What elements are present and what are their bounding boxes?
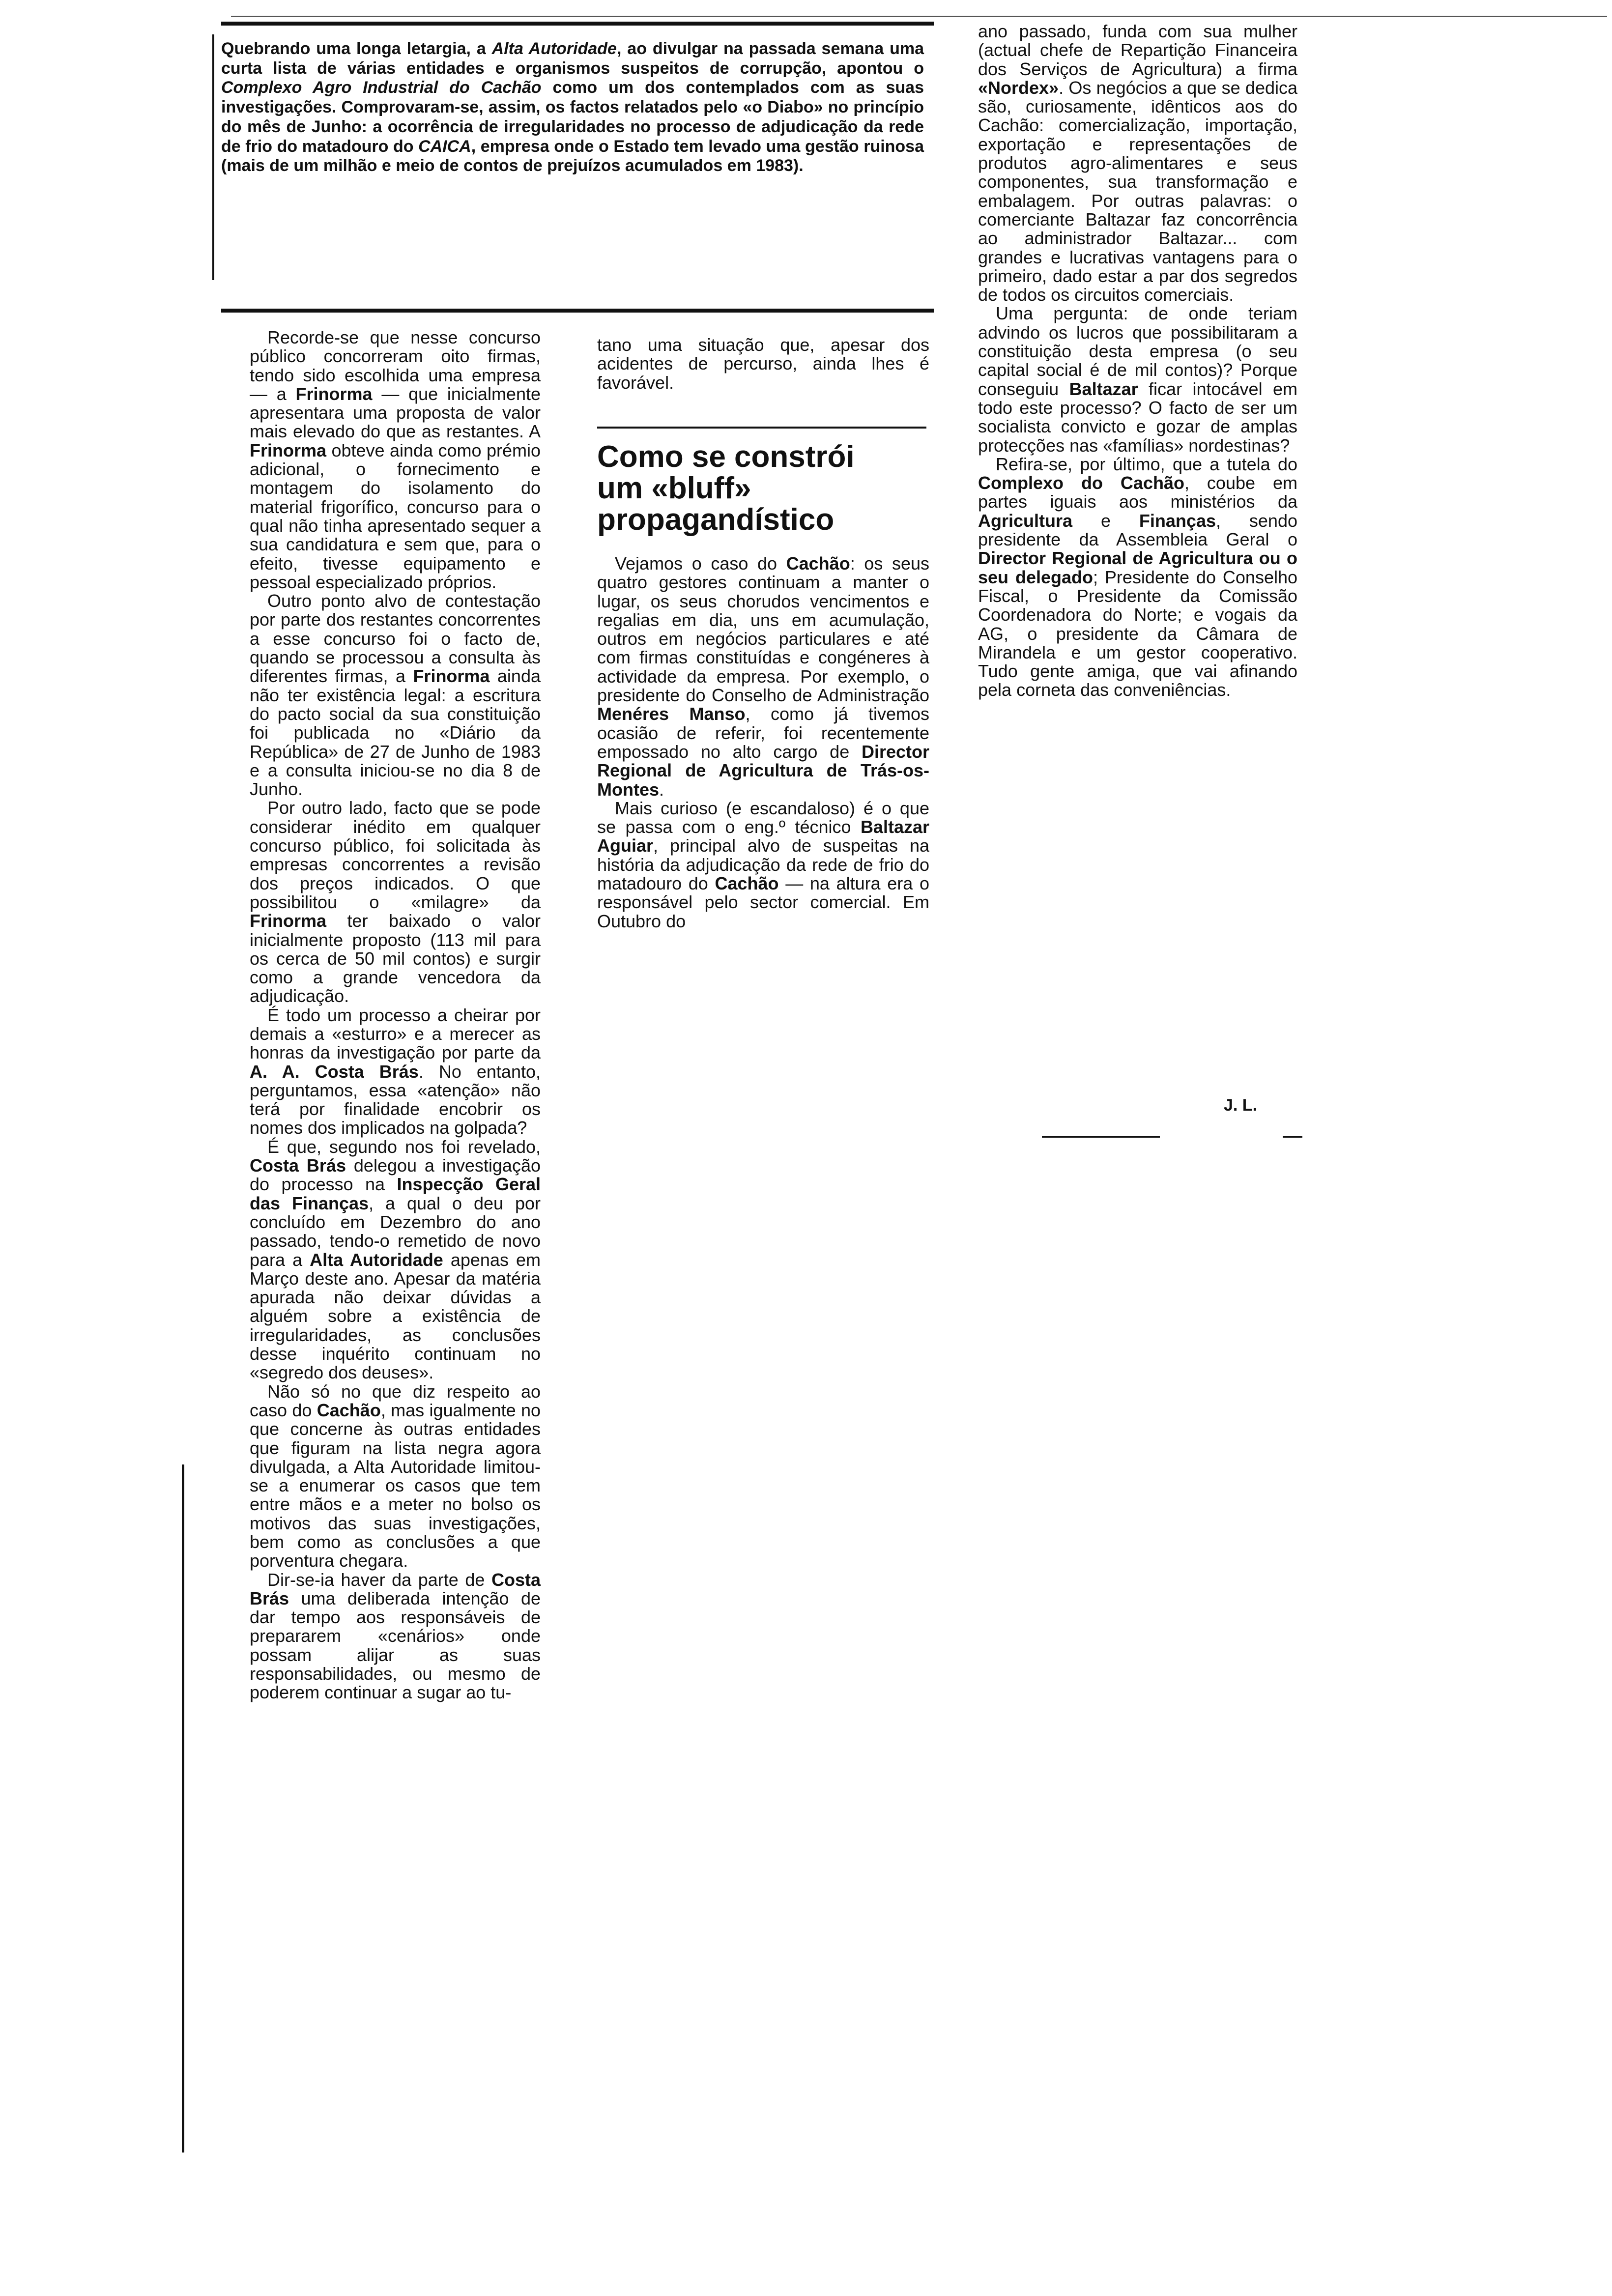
text-run: ainda não ter existência legal: a escritura do pacto social da sua constituição foi publicada no «Diário da República» de 27 de Junho de 1983 e a consulta iniciou-se no dia 8 de Junho.	[250, 666, 541, 800]
text-run: Dir-se-ia haver da parte de	[267, 1569, 491, 1590]
text-run: e	[1072, 510, 1139, 531]
paragraph	[250, 592, 541, 799]
text-run: ter baixado o valor inicialmente proposto (113 mil para os cerca de 50 mil contos) e surgir como a grande vencedora da adjudicação.	[250, 911, 541, 1006]
italic-text: CAICA	[418, 137, 471, 156]
text-run: É todo um processo a cheirar por demais a «esturro» e a merecer as honras da investigação por parte da	[250, 1004, 541, 1063]
paragraph	[250, 1006, 541, 1138]
paragraph	[250, 1382, 541, 1571]
top-page-line	[231, 16, 1607, 17]
column-2	[597, 554, 929, 931]
text-run: Outro ponto alvo de contestação por parte dos restantes concorrentes a esse concurso foi o facto de, quando se processou a consulta às diferentes firmas, a	[250, 591, 541, 687]
text-run: , mas igualmente no que concerne às outras entidades que figuram na lista negra agora divulgada, a Alta Autoridade limitou-se a enumerar os casos que tem entre mãos e a meter no bolso os motivos das suas investigações, bem como as conclusões a que porventura chegara.	[250, 1400, 541, 1571]
italic-text: Complexo Agro Industrial do Cachão	[221, 78, 542, 97]
text-run: ano passado, funda com sua mulher (actual chefe de Repartição Financeira dos Serviços de Agricultura) a firma	[978, 21, 1297, 79]
text-run: , sendo presidente da Assembleia Geral o	[978, 510, 1298, 550]
text-run: — que inicialmente apresentara uma proposta de valor mais elevado do que as restantes. A	[250, 383, 541, 442]
text-run: uma deliberada intenção de dar tempo aos responsáveis de prepararem «cenários» onde possam alijar as suas responsabilidades, ou mesmo de poderem continuar a sugar ao tu-	[250, 1588, 541, 1703]
paragraph	[597, 336, 929, 392]
text-run: Recorde-se que nesse concurso público concorreram oito firmas, tendo sido escolhida uma empresa — a	[250, 327, 541, 404]
end-rule-1	[1042, 1136, 1160, 1138]
text-run: ficar intocável em todo este processo? O facto de ser um socialista convicto e gozar de amplas protecções nas «famílias» nordestinas?	[978, 378, 1297, 456]
text-run: obteve ainda como prémio adicional, o fornecimento e montagem do isolamento do material frigorífico, concurso para o qual não tinha apresentado sequer a sua candidatura e sem que, para o efeito, tivesse equipamento e pessoal especializado próprios.	[250, 440, 541, 592]
text-run: Vejamos o caso do	[615, 553, 786, 574]
text-run: .	[659, 779, 664, 800]
byline: J. L.	[1224, 1096, 1258, 1115]
lead-left-bar	[212, 34, 214, 280]
paragraph	[978, 304, 1297, 455]
text-run: , principal alvo de suspeitas na história da adjudicação da rede de frio do matadouro do	[597, 835, 929, 894]
paragraph	[597, 799, 929, 931]
bold-text: «Nordex»	[978, 77, 1059, 98]
bold-text: Baltazar	[1069, 378, 1138, 399]
bold-text: Cachão	[317, 1400, 381, 1420]
text-run: ; Presidente do Conselho Fiscal, o Presidente da Comissão Coordenadora do Norte; e vogais da AG, o presidente da Câmara de Mirandela e um gestor cooperativo. Tudo gente amiga, que vai afinando pela corneta das conveniências.	[978, 567, 1297, 700]
text-run: , como já tivemos ocasião de referir, foi recentemente empossado no alto cargo de	[597, 704, 929, 762]
text-run: — na altura era o responsável pelo sector comercial. Em Outubro do	[597, 873, 929, 931]
text-run: como um dos contemplados com as suas investigações. Comprovaram-se, assim, os factos relatados pelo «o Diabo» no princípio do mês de Junho: a ocorrência de irregularidades no processo de adjudicação da rede de frio do matadouro do	[221, 78, 924, 156]
text-run: Quebrando uma longa letargia, a	[221, 39, 492, 58]
text-run: Por outro lado, facto que se pode considerar inédito em qualquer concurso público, foi solicitada às empresas concorrentes a revisão dos preços indicados. O que possibilitou o «milagre» da	[250, 798, 541, 912]
paragraph	[250, 328, 541, 592]
text-run: Não só no que diz respeito ao caso do	[250, 1381, 541, 1420]
text-run: , ao divulgar na passada semana uma curta lista de várias entidades e organismos suspeitos de corrupção, apontou o	[221, 39, 924, 78]
text-run: . Os negócios a que se dedica são, curiosamente, idênticos aos do Cachão: comercialização, importação, exportação e representações de produtos agro-alimentares e seus componentes, sua transformação e embalagem. Por outras palavras: o comerciante Baltazar faz concorrência ao administrador Baltazar... com grandes e lucrativas vantagens para o primeiro, dado estar a par dos segredos de todos os circuitos comerciais.	[978, 77, 1297, 305]
bold-text: Agricultura	[978, 510, 1073, 531]
paragraph	[597, 554, 929, 799]
text-run: apenas em Março deste ano. Apesar da matéria apurada não deixar dúvidas a alguém sobre a existência de irregularidades, as conclusões desse inquérito continuam no «segredo dos deuses».	[250, 1249, 541, 1383]
paragraph	[978, 22, 1297, 304]
text-run: Refira-se, por último, que a tutela do	[996, 454, 1297, 474]
byline-rule	[1283, 1136, 1302, 1138]
bold-text: Cachão	[786, 553, 850, 574]
bold-text: Frinorma	[250, 440, 327, 460]
text-run: delegou a investigação do processo na	[250, 1155, 541, 1195]
bold-text: Frinorma	[413, 666, 490, 687]
text-run: , empresa onde o Estado tem levado uma gestão ruinosa (mais de um milhão e meio de contos de prejuízos acumulados em 1983).	[221, 137, 924, 175]
section-headline: Como se constrói um «bluff» propagandístico	[597, 440, 855, 537]
paragraph	[250, 799, 541, 1005]
text-run: tano uma situação que, apesar dos acidentes de percurso, ainda lhes é favorável.	[597, 335, 929, 393]
column-2-continuation	[597, 336, 929, 392]
bold-text: Finanças	[1139, 510, 1216, 531]
bold-text: Menéres Manso	[597, 704, 746, 724]
bold-text: Complexo do Cachão	[978, 473, 1184, 493]
column-3	[978, 22, 1297, 700]
bold-text: Costa Brás	[250, 1569, 541, 1608]
text-run: . No entanto, perguntamos, essa «atenção» não terá por finalidade encobrir os nomes dos implicados na golpada?	[250, 1061, 541, 1138]
lead-paragraph	[221, 39, 924, 176]
lead-top-rule	[221, 22, 934, 26]
text-run: Uma pergunta: de onde teriam advindo os lucros que possibilitaram a constituição desta empresa (o seu capital social é de mil contos)? Porque conseguiu	[978, 303, 1297, 399]
bold-text: Cachão	[715, 873, 779, 894]
bold-text: Director Regional de Agricultura ou o seu delegado	[978, 548, 1297, 587]
column-1	[250, 328, 541, 1702]
bold-text: Inspecção Geral das Finanças	[250, 1174, 541, 1213]
bold-text: Frinorma	[250, 911, 327, 931]
bold-text: Baltazar Aguiar	[597, 817, 929, 856]
bold-text: Frinorma	[295, 383, 373, 404]
text-run: Mais curioso (e escandaloso) é o que se passa com o eng.º técnico	[597, 798, 929, 837]
text-run: , a qual o deu por concluído em Dezembro do ano passado, tendo-o remetido de novo para a	[250, 1193, 541, 1270]
paragraph	[250, 1138, 541, 1382]
lead-bottom-rule	[221, 309, 934, 313]
bold-text: Alta Autoridade	[310, 1249, 443, 1270]
italic-text: Alta Autoridade	[491, 39, 617, 58]
text-run: : os seus quatro gestores continuam a manter o lugar, os seus chorudos vencimentos e regalias em dia, uns em acumulação, outros em negócios particulares e até com firmas constituídas e congéneres à actividade da empresa. Por exemplo, o presidente do Conselho de Administração	[597, 553, 929, 706]
paragraph	[978, 455, 1297, 700]
column-left-bar	[182, 1464, 184, 2152]
text-run: , coube em partes iguais aos ministérios da	[978, 473, 1297, 512]
headline-top-rule	[597, 427, 926, 429]
bold-text: A. A. Costa Brás	[250, 1061, 419, 1082]
text-run: É que, segundo nos foi revelado,	[267, 1136, 541, 1157]
bold-text: Director Regional de Agricultura de Trás-os-Montes	[597, 741, 929, 800]
paragraph	[250, 1571, 541, 1702]
bold-text: Costa Brás	[250, 1155, 346, 1176]
